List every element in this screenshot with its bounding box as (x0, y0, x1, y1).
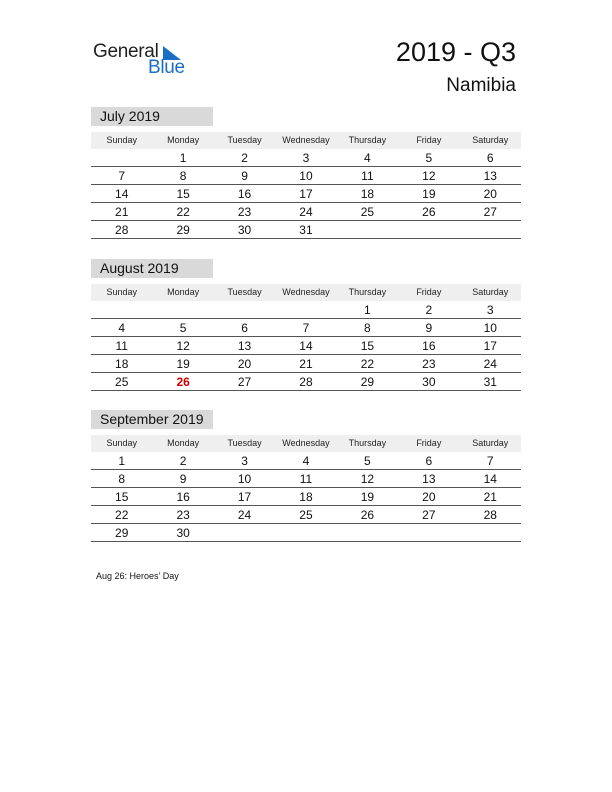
weekday-header (91, 435, 521, 452)
day-cell: 2 (241, 151, 248, 165)
month-grid (91, 435, 521, 542)
day-cell: 23 (422, 357, 436, 371)
day-cell: 25 (360, 205, 375, 219)
weekday-label: Tuesday (227, 287, 262, 297)
day-cell (152, 302, 213, 318)
weekday-label: Sunday (106, 287, 137, 297)
week-row (91, 356, 521, 373)
day-cell: 14 (483, 472, 497, 486)
week-row (91, 222, 521, 239)
day-cell: 23 (237, 205, 252, 219)
weekday-label: Thursday (348, 135, 387, 145)
day-cell: 29 (176, 223, 190, 237)
day-cell: 29 (115, 526, 129, 540)
day-cell: 23 (176, 508, 190, 522)
day-cell (337, 222, 398, 238)
day-cell: 17 (483, 339, 497, 353)
day-cell: 5 (425, 151, 433, 165)
day-cell: 20 (483, 187, 497, 201)
day-cell: 22 (115, 508, 129, 522)
day-cell (275, 525, 336, 541)
day-cell: 22 (360, 357, 375, 371)
weekday-label: Tuesday (227, 438, 262, 448)
day-cell: 7 (302, 321, 310, 335)
weekday-label: Friday (416, 135, 442, 145)
day-cell: 15 (115, 490, 129, 504)
weekday-label: Thursday (348, 287, 387, 297)
day-cell: 8 (118, 472, 126, 486)
weekday-header (91, 132, 521, 149)
day-cell: 15 (176, 187, 190, 201)
day-cell: 30 (237, 223, 252, 237)
day-cell: 5 (179, 321, 187, 335)
day-cell: 14 (299, 339, 313, 353)
weekday-label: Friday (416, 287, 442, 297)
day-cell: 3 (486, 303, 494, 317)
day-cell: 3 (302, 151, 310, 165)
day-cell (91, 302, 152, 318)
day-cell: 3 (241, 454, 248, 468)
day-cell: 7 (486, 454, 494, 468)
day-cell: 9 (425, 321, 433, 335)
weekday-label: Saturday (472, 438, 509, 448)
week-row (91, 204, 521, 221)
holiday-day-cell: 26 (176, 375, 190, 389)
week-row (91, 320, 521, 337)
holiday-notes (96, 571, 179, 581)
month-label: August 2019 (91, 259, 213, 278)
weekday-label: Friday (416, 438, 442, 448)
day-cell: 9 (179, 472, 187, 486)
day-cell: 21 (483, 490, 497, 504)
day-cell: 1 (364, 303, 371, 317)
logo-general-text: General (93, 41, 159, 62)
day-cell: 11 (115, 339, 128, 353)
day-cell (275, 302, 336, 318)
week-row (91, 489, 521, 506)
day-cell: 25 (115, 375, 129, 389)
day-cell: 18 (299, 490, 313, 504)
day-cell: 31 (299, 223, 313, 237)
day-cell: 26 (360, 508, 375, 522)
day-cell: 9 (241, 169, 248, 183)
weekday-label: Tuesday (227, 135, 262, 145)
day-cell: 5 (364, 454, 371, 468)
holiday-note: Aug 26: Heroes’ Day (96, 571, 179, 581)
day-cell: 20 (422, 490, 436, 504)
day-cell: 17 (299, 187, 313, 201)
weekday-label: Monday (167, 135, 200, 145)
day-cell (398, 525, 459, 541)
month-label: July 2019 (91, 107, 213, 126)
month-calendar (91, 107, 521, 239)
day-cell: 8 (179, 169, 187, 183)
month-grid (91, 132, 521, 239)
day-cell: 2 (179, 454, 187, 468)
day-cell: 31 (483, 375, 497, 389)
day-cell (460, 525, 521, 541)
day-cell: 1 (118, 454, 126, 468)
day-cell (91, 150, 152, 166)
week-row (91, 374, 521, 391)
day-cell: 6 (241, 321, 248, 335)
day-cell: 28 (115, 223, 129, 237)
day-cell: 13 (237, 339, 252, 353)
country-name: Namibia (446, 75, 516, 96)
day-cell: 17 (237, 490, 252, 504)
day-cell: 13 (483, 169, 497, 183)
day-cell: 27 (237, 375, 252, 389)
week-row (91, 168, 521, 185)
week-row (91, 507, 521, 524)
weekday-label: Wednesday (282, 287, 330, 297)
day-cell: 1 (179, 151, 187, 165)
week-row (91, 453, 521, 470)
day-cell: 6 (425, 454, 433, 468)
day-cell: 16 (237, 187, 252, 201)
weekday-header (91, 284, 521, 301)
weekday-label: Monday (167, 287, 200, 297)
day-cell: 12 (360, 472, 375, 486)
week-row (91, 150, 521, 167)
week-row (91, 471, 521, 488)
weekday-label: Thursday (348, 438, 387, 448)
day-cell: 10 (237, 472, 252, 486)
day-cell: 11 (299, 472, 313, 486)
day-cell: 22 (176, 205, 190, 219)
day-cell: 28 (299, 375, 313, 389)
day-cell (460, 222, 521, 238)
day-cell: 16 (422, 339, 436, 353)
day-cell: 30 (422, 375, 436, 389)
weekday-label: Saturday (472, 287, 509, 297)
week-row (91, 186, 521, 203)
week-row (91, 338, 521, 355)
day-cell (337, 525, 398, 541)
day-cell: 19 (176, 357, 190, 371)
day-cell: 28 (483, 508, 497, 522)
day-cell: 2 (425, 303, 433, 317)
day-cell: 27 (483, 205, 497, 219)
weekday-label: Wednesday (282, 135, 330, 145)
week-row (91, 525, 521, 542)
day-cell: 4 (302, 454, 310, 468)
month-label: September 2019 (91, 410, 213, 429)
day-cell: 20 (237, 357, 252, 371)
day-cell: 19 (360, 490, 375, 504)
day-cell (214, 302, 275, 318)
day-cell: 15 (360, 339, 375, 353)
page-title: 2019 - Q3 (395, 37, 516, 67)
month-calendar (91, 410, 521, 542)
day-cell: 11 (361, 169, 374, 183)
day-cell: 4 (364, 151, 371, 165)
day-cell: 8 (364, 321, 371, 335)
day-cell: 19 (422, 187, 436, 201)
day-cell: 18 (360, 187, 375, 201)
week-row (91, 302, 521, 319)
logo-blue-text: Blue (148, 57, 185, 78)
day-cell: 12 (422, 169, 436, 183)
day-cell: 6 (486, 151, 494, 165)
day-cell: 24 (299, 205, 313, 219)
weekday-label: Wednesday (282, 438, 330, 448)
day-cell: 26 (422, 205, 436, 219)
month-grid (91, 284, 521, 391)
day-cell: 25 (299, 508, 313, 522)
day-cell: 24 (237, 508, 252, 522)
weekday-label: Saturday (472, 135, 509, 145)
day-cell: 10 (299, 169, 313, 183)
day-cell: 29 (360, 375, 375, 389)
day-cell: 10 (483, 321, 497, 335)
day-cell: 21 (299, 357, 313, 371)
day-cell (214, 525, 275, 541)
weekday-label: Monday (167, 438, 200, 448)
weekday-label: Sunday (106, 438, 137, 448)
month-calendar (91, 259, 521, 391)
day-cell: 13 (422, 472, 436, 486)
day-cell: 4 (118, 321, 126, 335)
day-cell: 21 (115, 205, 129, 219)
day-cell: 18 (115, 357, 129, 371)
day-cell: 7 (118, 169, 126, 183)
weekday-label: Sunday (106, 135, 137, 145)
logo (93, 41, 193, 77)
day-cell: 30 (176, 526, 190, 540)
day-cell (398, 222, 459, 238)
day-cell: 14 (115, 187, 129, 201)
day-cell: 12 (176, 339, 190, 353)
day-cell: 16 (176, 490, 190, 504)
day-cell: 27 (422, 508, 436, 522)
day-cell: 24 (483, 357, 497, 371)
